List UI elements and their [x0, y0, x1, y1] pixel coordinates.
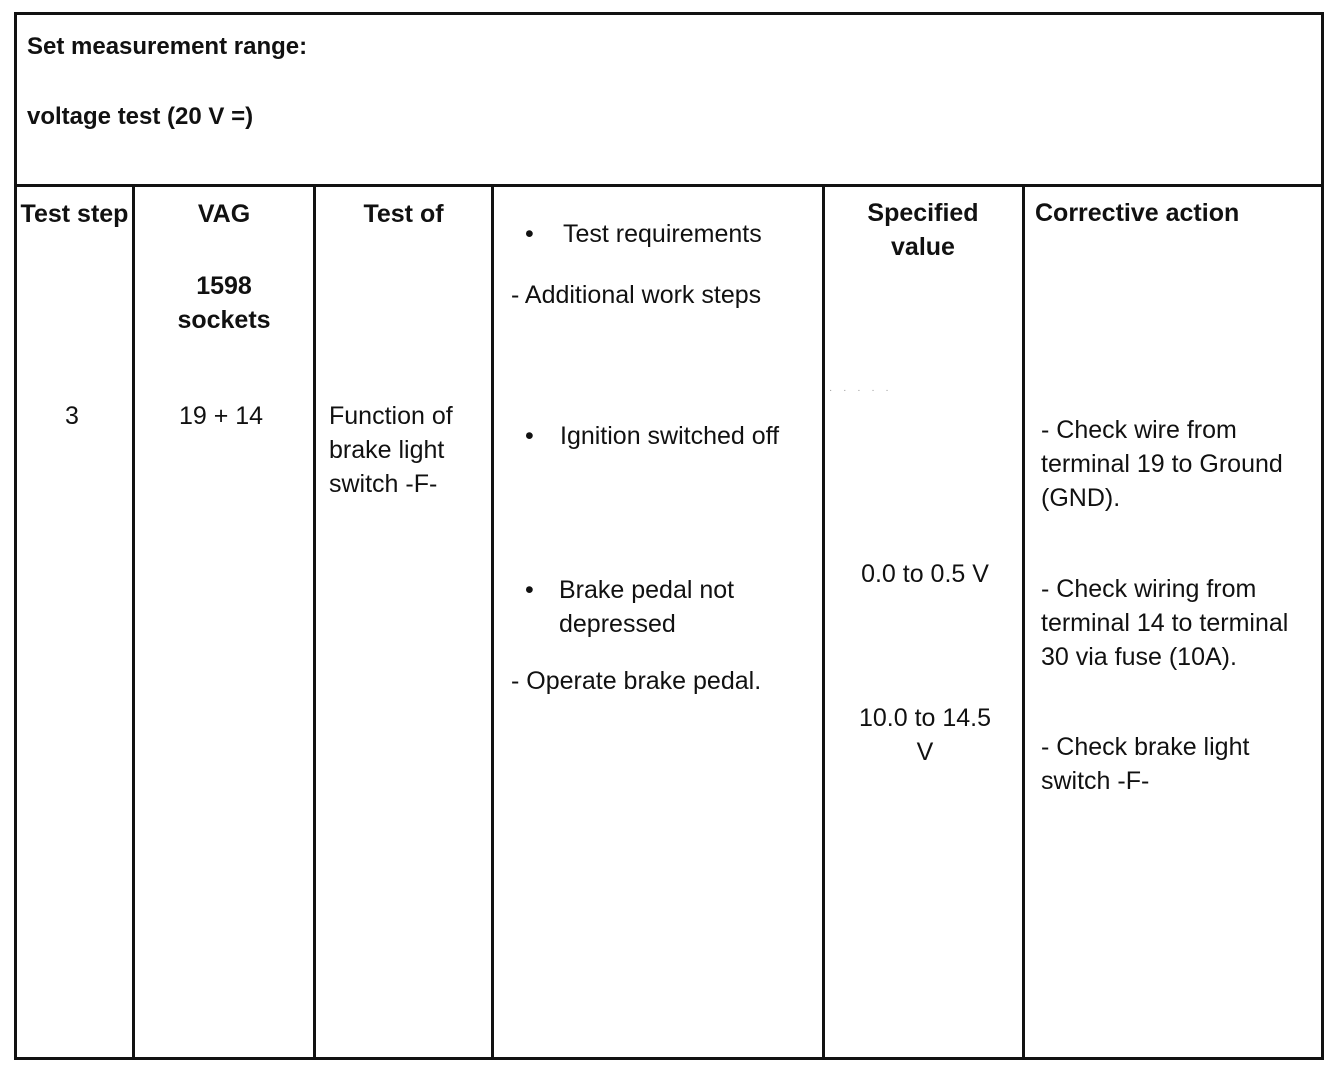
row-test-step: 3: [65, 402, 79, 430]
row-requirement-pedal: Brake pedal not depressed: [559, 576, 735, 638]
row-additional-step: - Operate brake pedal.: [511, 667, 762, 695]
header-corrective-action: Corrective action: [1035, 199, 1240, 227]
measurement-range-box: [17, 15, 1321, 187]
header-additional-steps: - Additional work steps: [511, 281, 762, 309]
row-test-of: Function of brake light switch -F-: [329, 402, 453, 498]
row-action-switch: - Check brake light switch -F-: [1041, 733, 1250, 795]
header-test-requirements: Test requirements: [563, 220, 762, 248]
column-divider: [822, 187, 825, 1057]
bullet-icon: •: [525, 220, 534, 248]
header-vag: VAG: [197, 200, 251, 228]
bullet-icon: •: [525, 422, 534, 450]
header-vag-sockets: 1598 sockets: [177, 272, 271, 334]
bullet-icon: •: [525, 576, 534, 604]
scan-dots: · · · · ·: [829, 385, 893, 396]
row-sockets: 19 + 14: [178, 402, 264, 430]
row-action-fuse-wiring: - Check wiring from terminal 14 to terminal 30 via fuse (10A).: [1041, 575, 1289, 671]
column-divider: [132, 187, 135, 1057]
column-divider: [491, 187, 494, 1057]
row-value-pedal-released: 0.0 to 0.5 V: [861, 560, 989, 588]
header-test-of: Test of: [363, 200, 444, 228]
measurement-table: [14, 12, 1324, 1060]
column-divider: [1022, 187, 1025, 1057]
header-specified-value: Specified value: [867, 199, 979, 261]
row-requirement-ignition: Ignition switched off: [560, 422, 780, 450]
row-value-pedal-pressed: 10.0 to 14.5 V: [858, 704, 992, 766]
range-title: Set measurement range:: [27, 33, 308, 60]
row-action-ground-wire: - Check wire from terminal 19 to Ground (GND).: [1041, 416, 1283, 512]
range-value: voltage test (20 V =): [27, 103, 254, 130]
column-divider: [313, 187, 316, 1057]
header-test-step: Test step: [20, 200, 129, 228]
